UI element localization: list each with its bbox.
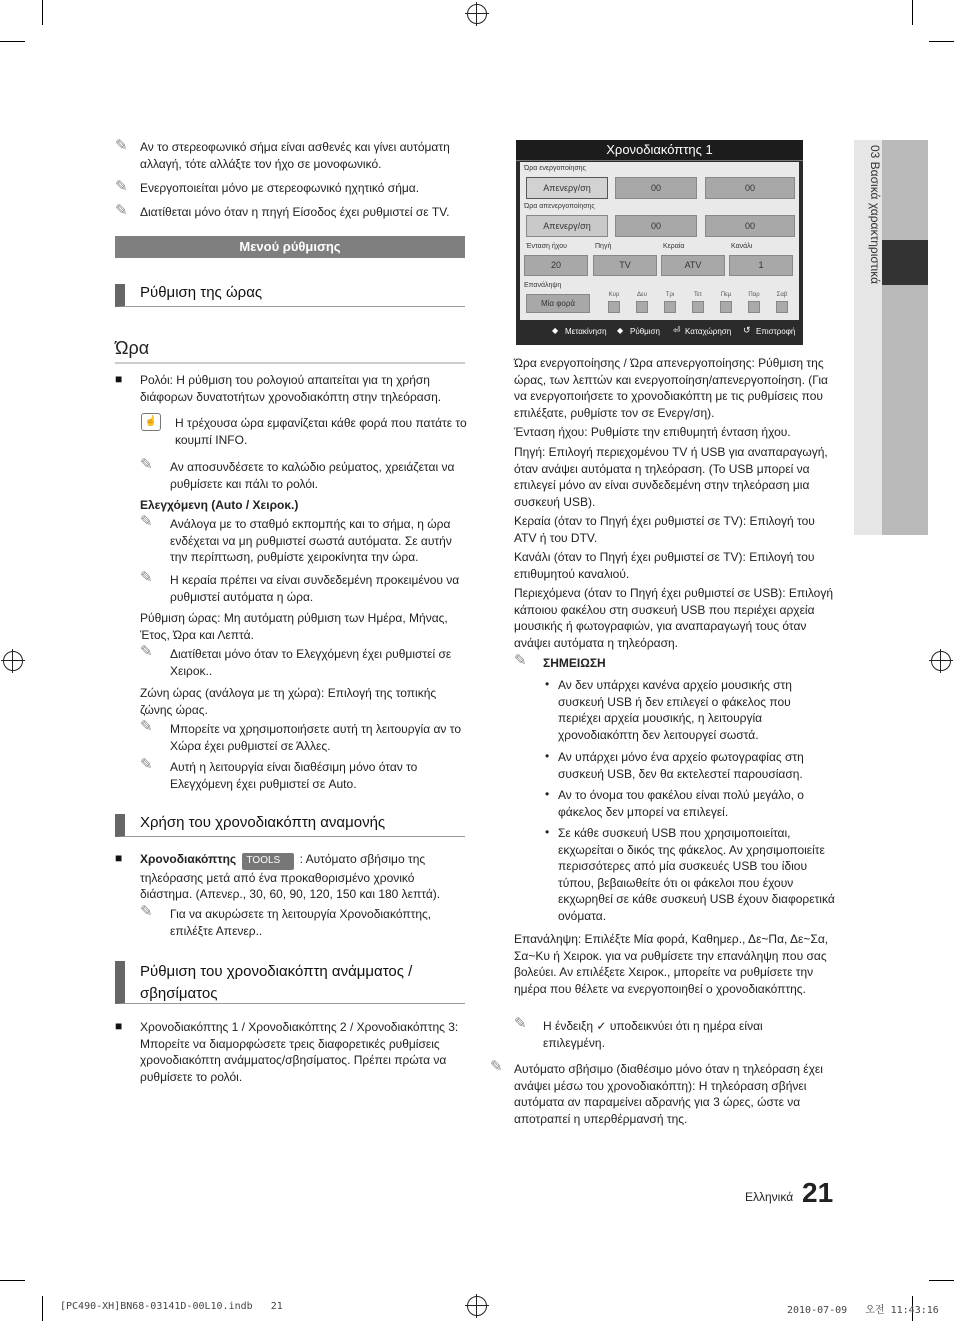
note-icon: ✎: [140, 455, 153, 473]
day-fri-label: Παρ: [748, 292, 760, 298]
time-setting-note: Διατίθεται μόνο όταν το Ελεγχόμενη έχει ρυθμιστεί σε Χειροκ..: [170, 647, 452, 678]
volume-field[interactable]: 20: [524, 255, 588, 276]
day-sun-label: Κυρ: [608, 292, 620, 298]
crop-mark: [929, 41, 954, 42]
right-b2: Αν υπάρχει μόνο ένα αρχείο φωτογραφίας στη συσκευή USB, δεν θα εκτελεστεί παρουσίαση.: [558, 750, 804, 781]
footer-right: 2010-07-09 오전 11:43:16: [787, 1305, 939, 1316]
tools-badge: TOOLS: [242, 853, 295, 870]
right-b3: Αν το όνομα του φακέλου είναι πολύ μεγάλο, ο φάκελος δεν μπορεί να επιλεγεί.: [558, 788, 804, 819]
right-p6: Περιεχόμενα (όταν το Πηγή έχει ρυθμιστεί σε USB): Επιλογή κάποιου φακέλου στη συσκευή USB που περιέχει αρχεία μουσικής ή φωτογραφιών, για αναπαραγωγή τους όταν ανάψει αυτόματα η τηλεόραση.: [514, 586, 833, 650]
note-icon: ✎: [514, 1014, 527, 1032]
crop-mark: [0, 1280, 25, 1281]
right-p7-note: Η ένδειξη ✓ υποδεικνύει ότι η ημέρα είναι επιλεγμένη.: [543, 1019, 763, 1050]
antenna-field[interactable]: ATV: [661, 255, 725, 276]
section-sleep-timer: Χρήση του χρονοδιακόπτη αναμονής: [115, 814, 465, 837]
right-p7: Επανάληψη: Επιλέξτε Μία φορά, Καθημερ., Δε~Πα, Δε~Σα, Σα~Κυ ή Χειροκ. για να ρυθμίσετε την επανάληψη που σας βολεύει. Αν επιλέξετε Χειροκ., μπορείτε να ρυθμίσετε την ημέρα που θέλετε να ενεργοποιηθεί ο χρονοδιακόπτης.: [514, 932, 829, 996]
note-icon: ✎: [140, 717, 153, 735]
repeat-field[interactable]: Μία φορά: [526, 294, 590, 313]
return-icon: ↺: [743, 325, 751, 335]
day-checkbox[interactable]: [692, 301, 704, 313]
controlled-note-2: Η κεραία πρέπει να είναι συνδεδεμένη προκειμένου να ρυθμιστεί αυτόματα η ώρα.: [170, 573, 460, 604]
osd-title: Χρονοδιακόπτης 1: [516, 140, 803, 161]
crop-mark: [0, 41, 25, 42]
clock-note-2: Αν αποσυνδέσετε το καλώδιο ρεύματος, χρειάζεται να ρυθμίσετε και πάλι το ρολόι.: [170, 460, 455, 491]
channel-label: Κανάλι: [731, 243, 753, 250]
heading-ora: Ώρα: [115, 338, 465, 364]
note-icon: ✎: [140, 902, 153, 920]
foot-adjust: Ρύθμιση: [630, 327, 660, 336]
bullet-dot: •: [545, 787, 550, 801]
day-sat-label: Σαβ: [776, 292, 788, 298]
antenna-label: Κεραία: [663, 243, 685, 250]
right-p1: Ώρα ενεργοποίησης / Ώρα απενεργοποίησης: Ρύθμιση της ώρας, των λεπτών και ενεργοποίηση/απενεργοποίηση. (Για να ενεργοποιήσετε το χρονοδιακόπτη με τις ρυθμίσεις που επιλέξατε, ρυθμίστε τον σε Ενεργ/ση).: [514, 356, 828, 420]
page-number: 21: [802, 1177, 834, 1208]
clock-note-1: Η τρέχουσα ώρα εμφανίζεται κάθε φορά που πατάτε το κουμπί INFO.: [175, 416, 467, 447]
top-note-2: Ενεργοποιείται μόνο με στερεοφωνικό ηχητικό σήμα.: [140, 181, 420, 195]
day-checkbox[interactable]: [608, 301, 620, 313]
footer-left: [PC490-XH]BN68-03141D-00L10.indb 21: [60, 1301, 283, 1312]
sleep-note: Για να ακυρώσετε τη λειτουργία Χρονοδιακόπτης, επιλέξτε Απενερ..: [170, 907, 432, 938]
off-hour-field[interactable]: 00: [615, 215, 697, 237]
move-arrows-icon: ◆: [552, 326, 559, 335]
side-tab-dark: [882, 140, 928, 535]
section3-line2: σβησίματος: [140, 985, 218, 1002]
note-icon: ✎: [140, 642, 153, 660]
off-mode-field[interactable]: Απενεργ/ση: [526, 215, 608, 237]
side-tab-marker: [882, 240, 928, 285]
timer123-item: Χρονοδιακόπτης 1 / Χρονοδιακόπτης 2 / Χρονοδιακόπτης 3: Μπορείτε να διαμορφώσετε τρεις διαφορετικές ρυθμίσεις χρονοδιακόπτη ανάμματος/σβησίματος. Πρέπει πρώτα να ρυθμίσετε το ρολόι.: [140, 1020, 459, 1084]
day-checkbox[interactable]: [664, 301, 676, 313]
foot-move: Μετακίνηση: [565, 327, 607, 336]
controlled-note-1: Ανάλογα με το σταθμό εκπομπής και το σήμα, η ώρα ενδέχεται να μη ρυθμιστεί σωστά αυτόματα. Σε αυτήν την περίπτωση, ρυθμίστε χειροκίνητα την ώρα.: [170, 517, 452, 564]
foot-enter: Καταχώρηση: [685, 327, 732, 336]
source-field[interactable]: TV: [593, 255, 657, 276]
controlled-title: Ελεγχόμενη (Auto / Χειροκ.): [140, 498, 299, 512]
right-b4: Σε κάθε συσκευή USB που χρησιμοποιείται, εκχωρείται ο δικός της φάκελος. Αν χρησιμοποιείτε περισσότερες από μία συσκευές USB του ίδιου τύπου, βεβαιωθείτε ότι οι φάκελοι που έχουν εκχωρηθεί σε κάθε συσκευή USB έχουν διαφορετικά ονόματα.: [558, 826, 835, 923]
top-note-1: Αν το στερεοφωνικό σήμα είναι ασθενές και γίνει αυτόματη αλλαγή, τότε αλλάξτε τον ήχο σε μονοφωνικό.: [140, 140, 450, 171]
note-title: ΣΗΜΕΙΩΣΗ: [543, 656, 606, 670]
right-p8: Αυτόματο σβήσιμο (διαθέσιμο μόνο όταν η τηλεόραση έχει ανάψει μέσω του χρονοδιακόπτη): Η τηλεόραση σβήνει αυτόματα αν παραμείνει αδρανής για 3 ώρες, ώστε να αποτραπεί η υπερθέρμανσή της.: [514, 1062, 823, 1126]
day-checkbox[interactable]: [748, 301, 760, 313]
registration-mark-icon: [3, 651, 23, 671]
section-on-off-timer: [115, 961, 465, 1004]
registration-mark-icon: [931, 651, 951, 671]
day-checkbox[interactable]: [720, 301, 732, 313]
registration-mark-icon: [467, 4, 487, 24]
sleep-label: Χρονοδιακόπτης: [140, 852, 237, 866]
off-time-label: Ώρα απενεργοποίησης: [524, 203, 595, 210]
day-thu-label: Πεμ: [720, 292, 732, 298]
day-checkbox[interactable]: [636, 301, 648, 313]
right-p2: Ένταση ήχου: Ρυθμίστε την επιθυμητή ένταση ήχου.: [514, 425, 791, 439]
bullet-square: ■: [115, 1019, 123, 1033]
sleep-item: [140, 851, 465, 903]
timezone-note-2: Αυτή η λειτουργία είναι διαθέσιμη μόνο όταν το Ελεγχόμενη έχει ρυθμιστεί σε Auto.: [170, 760, 418, 791]
osd-panel: [520, 162, 799, 320]
right-p4: Κεραία (όταν το Πηγή έχει ρυθμιστεί σε TV): Επιλογή του ATV ή του DTV.: [514, 514, 815, 545]
note-icon: ✎: [140, 568, 153, 586]
right-p3: Πηγή: Επιλογή περιεχομένου TV ή USB για αναπαραγωγή, όταν ανάψει αυτόματα η τηλεόραση. (Το USB μπορεί να επιλεγεί μόνο αν είναι συνδεδεμένη στην τηλεόραση μια συσκευή USB).: [514, 445, 828, 509]
repeat-label: Επανάληψη: [524, 282, 562, 289]
right-p5: Κανάλι (όταν το Πηγή έχει ρυθμιστεί σε TV): Επιλογή του επιθυμητού καναλιού.: [514, 550, 815, 581]
side-tab-label: 03 Βασικά χαρακτηριστικά: [868, 145, 882, 285]
note-icon: ✎: [115, 136, 128, 154]
day-tue-label: Τρι: [665, 292, 675, 298]
day-wed-label: Τετ: [693, 292, 703, 298]
top-note-3: Διατίθεται μόνο όταν η πηγή Είσοδος έχει ρυθμιστεί σε TV.: [140, 205, 450, 219]
timezone: Ζώνη ώρας (ανάλογα με τη χώρα): Επιλογή της τοπικής ζώνης ώρας.: [140, 686, 437, 717]
day-mon-label: Δευ: [637, 292, 647, 298]
page-language: Ελληνικά: [745, 1190, 794, 1204]
on-mode-field[interactable]: Απενεργ/ση: [526, 177, 608, 199]
bullet-square: ■: [115, 851, 123, 865]
crop-mark: [929, 1280, 954, 1281]
enter-icon: ⏎: [673, 325, 681, 335]
right-b1: Αν δεν υπάρχει κανένα αρχείο μουσικής στη συσκευή USB ή δεν επιλεγεί ο φάκελος που περιέχει αρχεία μουσικής, η λειτουργία χρονοδιακόπτη δεν λειτουργεί σωστά.: [558, 678, 792, 742]
off-minute-field[interactable]: 00: [705, 215, 795, 237]
crop-mark: [42, 1296, 43, 1321]
osd-footer: [516, 322, 803, 342]
channel-field[interactable]: 1: [729, 255, 793, 276]
section-time-setting: Ρύθμιση της ώρας: [115, 284, 465, 307]
timezone-note-1: Μπορείτε να χρησιμοποιήσετε αυτή τη λειτουργία αν το Χώρα έχει ρυθμιστεί σε Άλλες.: [170, 722, 462, 753]
on-minute-field[interactable]: 00: [705, 177, 795, 199]
note-icon: ✎: [115, 177, 128, 195]
source-label: Πηγή: [595, 243, 612, 250]
section3-line1: Ρύθμιση του χρονοδιακόπτη ανάμματος /: [140, 963, 413, 980]
clock-item: Ρολόι: Η ρύθμιση του ρολογιού απαιτείται για τη χρήση διάφορων δυνατοτήτων χρονοδιακόπτη στην τηλεόραση.: [140, 373, 442, 404]
info-icon: ☝: [141, 413, 161, 431]
menu-bar: Μενού ρύθμισης: [115, 236, 465, 258]
crop-mark: [42, 0, 43, 25]
note-icon: ✎: [140, 755, 153, 773]
note-icon: ✎: [140, 512, 153, 530]
note-icon: ✎: [514, 651, 527, 669]
crop-mark: [912, 0, 913, 25]
bullet-square: ■: [115, 372, 123, 386]
bullet-dot: •: [545, 749, 550, 763]
bullet-dot: •: [545, 825, 550, 839]
sleep-text: : Αυτόματο σβήσιμο της τηλεόρασης μετά από ένα προκαθορισμένο χρονικό διάστημα. (Απενερ., 30, 60, 90, 120, 150 και 180 λεπτά).: [140, 852, 441, 901]
note-icon: ✎: [490, 1057, 503, 1075]
on-time-label: Ώρα ενεργοποίησης: [524, 165, 586, 172]
note-icon: ✎: [115, 201, 128, 219]
day-checkbox[interactable]: [776, 301, 788, 313]
volume-label: Ένταση ήχου: [526, 243, 567, 250]
time-setting: Ρύθμιση ώρας: Μη αυτόματη ρύθμιση των Ημέρα, Μήνας, Έτος, Ώρα και Λεπτά.: [140, 611, 448, 642]
on-hour-field[interactable]: 00: [615, 177, 697, 199]
bullet-dot: •: [545, 677, 550, 691]
foot-return: Επιστροφή: [756, 327, 796, 336]
adjust-arrows-icon: ◆: [617, 326, 624, 335]
registration-mark-icon: [467, 1296, 487, 1316]
timer-osd-screen: [516, 140, 803, 345]
